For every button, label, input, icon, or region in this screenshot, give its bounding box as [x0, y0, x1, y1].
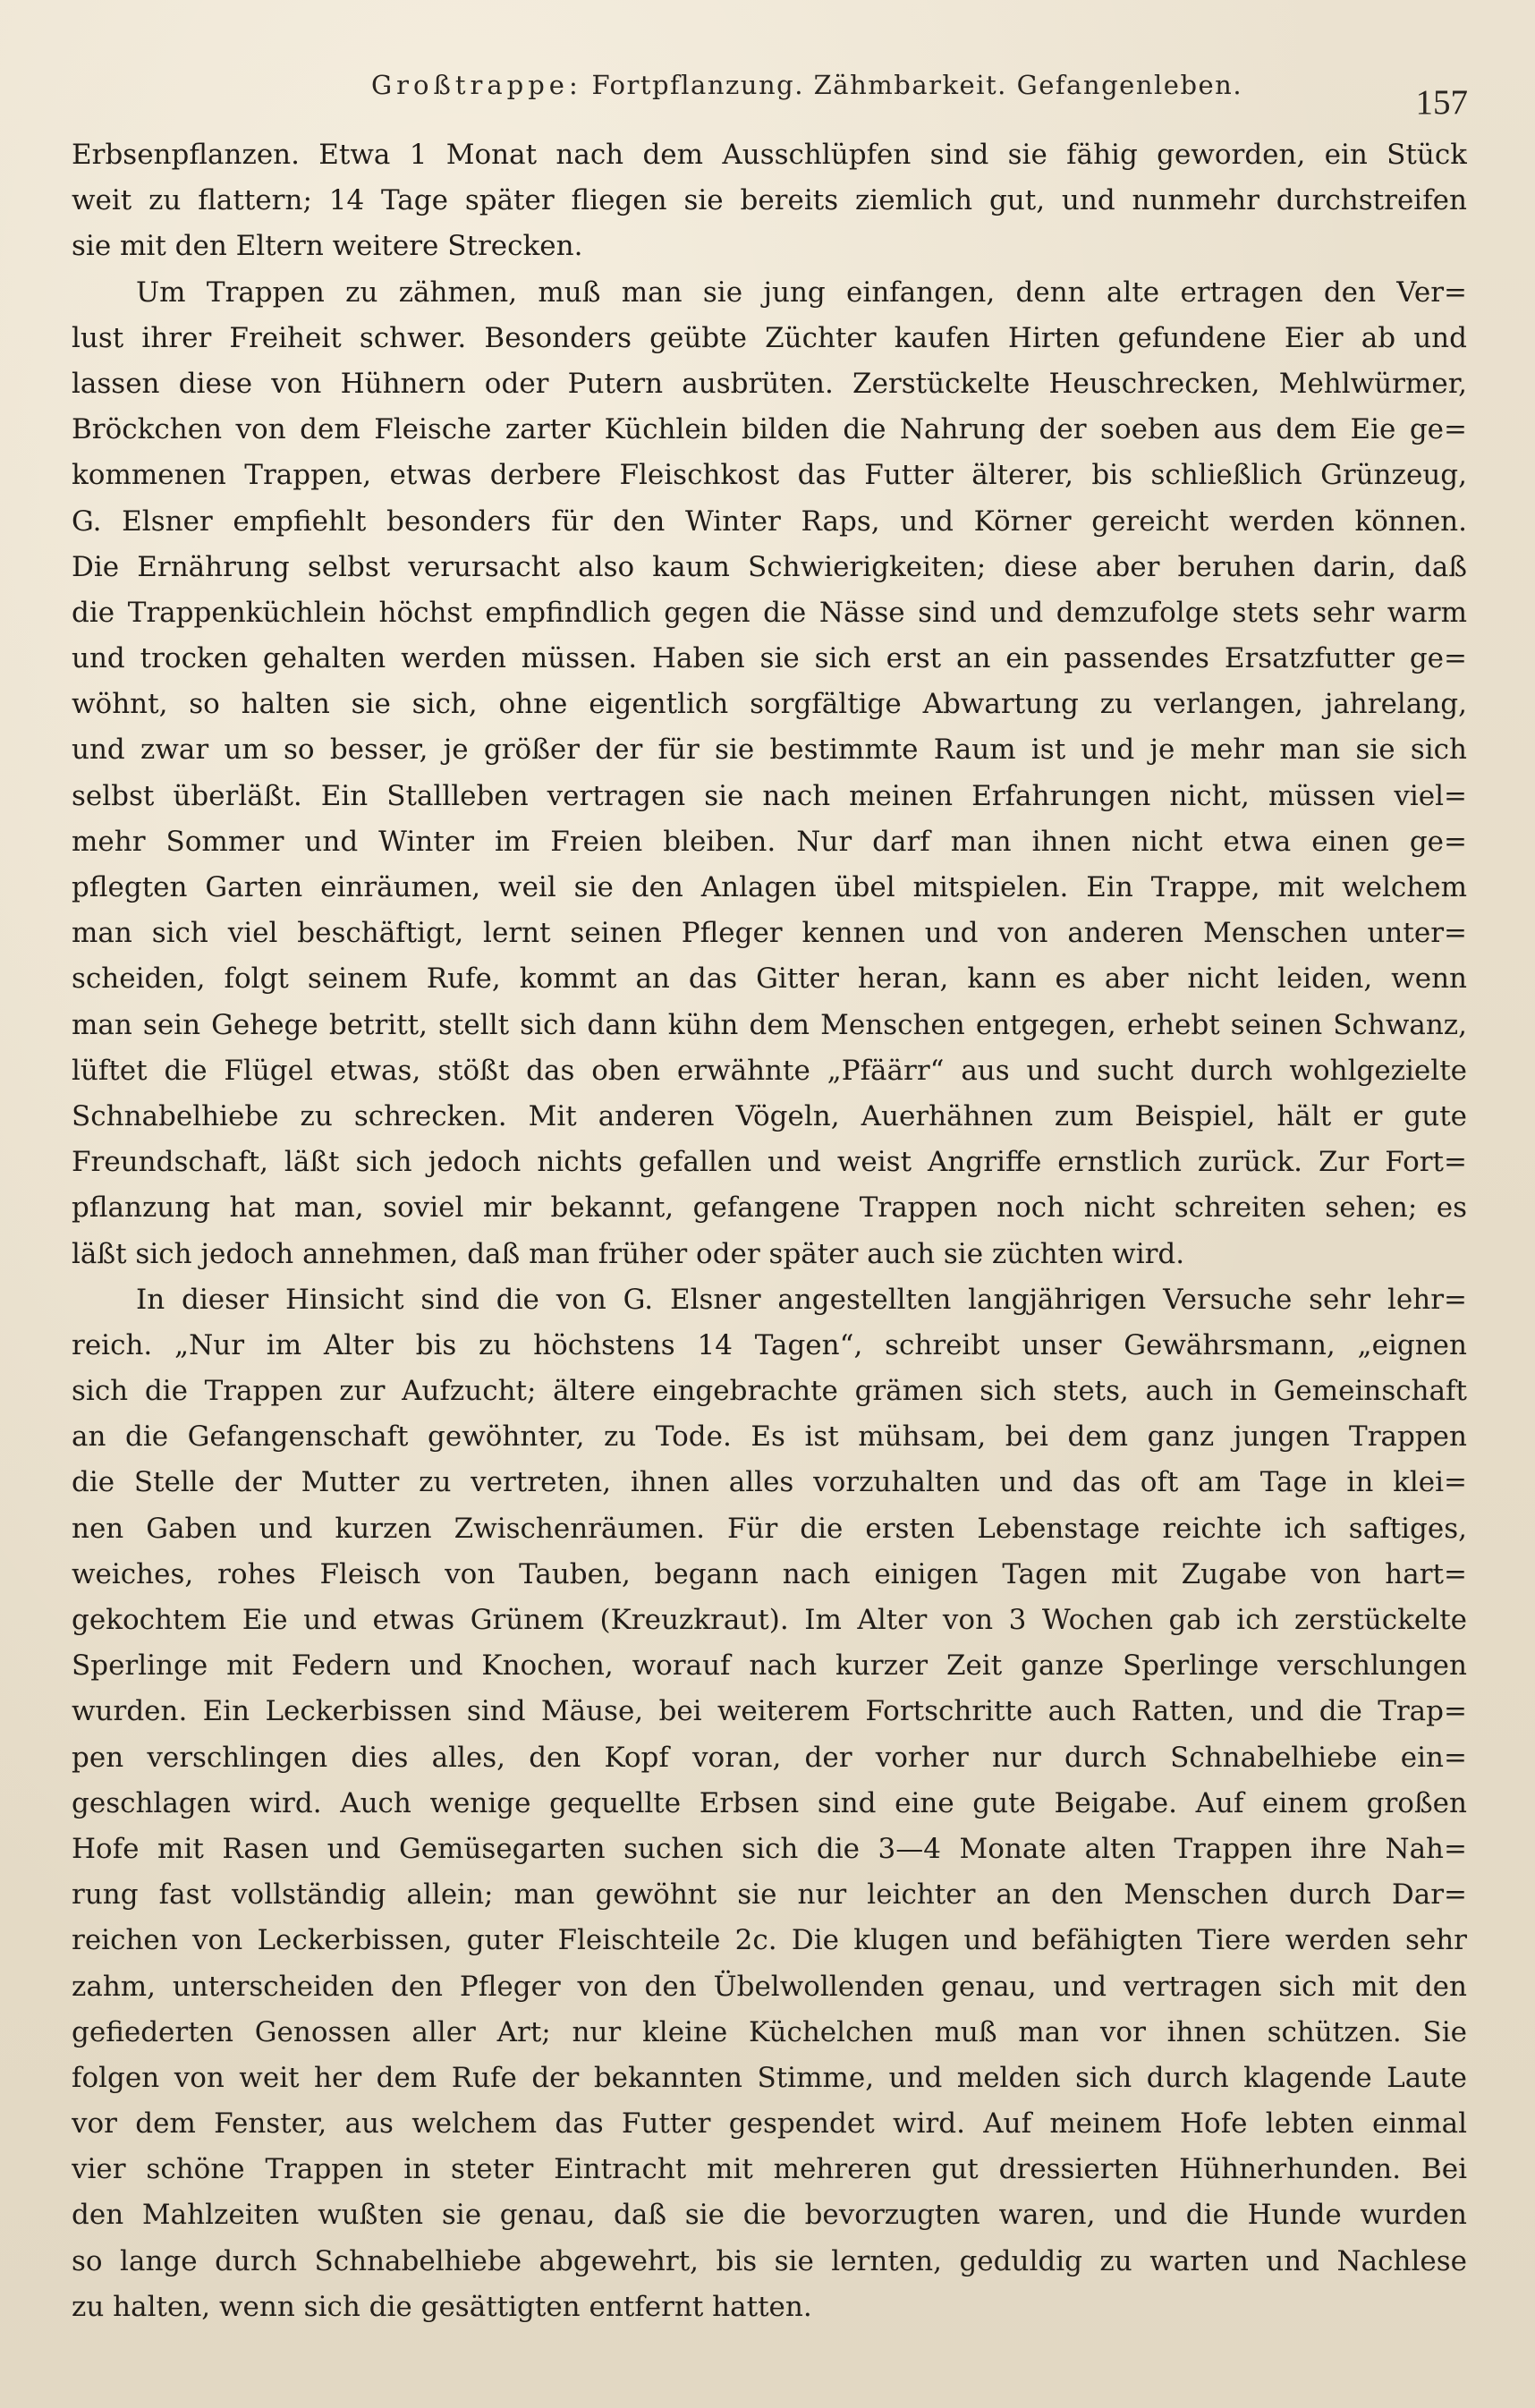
text-line: Hofe mit Rasen und Gemüsegarten suchen sich die 3—4 Monate alten Trappen ihre Nah=: [72, 1832, 1467, 1865]
text-line: scheiden, folgt seinem Rufe, kommt an das Gitter heran, kann es aber nicht leiden, wenn: [72, 962, 1467, 996]
text-line: folgen von weit her dem Rufe der bekannten Stimme, und melden sich durch klagende Laute: [72, 2061, 1467, 2094]
text-line: Sperlinge mit Federn und Knochen, worauf nach kurzer Zeit ganze Sperlinge verschlungen: [72, 1649, 1467, 1683]
text-line: die Trappenküchlein höchst empfindlich gegen die Nässe sind und demzufolge stets sehr warm: [72, 596, 1467, 629]
text-line: rung fast vollständig allein; man gewöhnt sie nur leichter an den Menschen durch Dar=: [72, 1878, 1467, 1912]
body-text: [72, 132, 1467, 2330]
text-line: Schnabelhiebe zu schrecken. Mit anderen Vögeln, Auerhähnen zum Beispiel, hält er gute: [72, 1099, 1467, 1132]
text-line: lassen diese von Hühnern oder Putern ausbrüten. Zerstückelte Heuschrecken, Mehlwürmer,: [72, 367, 1467, 400]
text-line: Erbsenpflanzen. Etwa 1 Monat nach dem Ausschlüpfen sind sie fähig geworden, ein Stück: [72, 139, 1467, 171]
text-line: nen Gaben und kurzen Zwischenräumen. Für die ersten Lebenstage reichte ich saftiges,: [72, 1512, 1467, 1545]
text-line: vier schöne Trappen in steter Eintracht mit mehreren gut dressierten Hühnerhunden. Bei: [72, 2153, 1467, 2186]
text-line: und zwar um so besser, je größer der für sie bestimmte Raum ist und je mehr man sie sich: [72, 733, 1467, 767]
text-line: kommenen Trappen, etwas derbere Fleischkost das Futter älterer, bis schließlich Grünzeug,: [72, 459, 1467, 492]
text-line: selbst überläßt. Ein Stallleben vertragen sie nach meinen Erfahrungen nicht, müssen viel=: [72, 779, 1467, 812]
text-line: wurden. Ein Leckerbissen sind Mäuse, bei weiterem Fortschritte auch Ratten, und die Trap=: [72, 1695, 1467, 1728]
text-line: den Mahlzeiten wußten sie genau, daß sie die bevorzugten waren, und die Hunde wurden: [72, 2199, 1467, 2232]
text-line: Freundschaft, läßt sich jedoch nichts gefallen und weist Angriffe ernstlich zurück. Zur Fort=: [72, 1146, 1467, 1179]
text-line: pflegten Garten einräumen, weil sie den Anlagen übel mitspielen. Ein Trappe, mit welchem: [72, 871, 1467, 903]
text-line: wöhnt, so halten sie sich, ohne eigentlich sorgfältige Abwartung zu verlangen, jahrelang,: [72, 688, 1467, 721]
text-line: an die Gefangenschaft gewöhnter, zu Tode. Es ist mühsam, bei dem ganz jungen Trappen: [72, 1420, 1467, 1454]
text-line: pen verschlingen dies alles, den Kopf voran, der vorher nur durch Schnabelhiebe ein=: [72, 1741, 1467, 1774]
text-line: zu halten, wenn sich die gesättigten entfernt hatten.: [72, 2290, 812, 2323]
text-line: und trocken gehalten werden müssen. Haben sie sich erst an ein passendes Ersatzfutter ge=: [72, 642, 1467, 675]
paragraph-start-line: Um Trappen zu zähmen, muß man sie jung einfangen, denn alte ertragen den Ver=: [136, 276, 1467, 309]
text-line: die Stelle der Mutter zu vertreten, ihnen alles vorzuhalten und das oft am Tage in klei=: [72, 1466, 1467, 1499]
text-line: lust ihrer Freiheit schwer. Besonders geübte Züchter kaufen Hirten gefundene Eier ab und: [72, 321, 1467, 354]
text-line: sich die Trappen zur Aufzucht; ältere eingebrachte grämen sich stets, auch in Gemeinschaft: [72, 1375, 1467, 1408]
text-line: gefiederten Genossen aller Art; nur kleine Küchelchen muß man vor ihnen schützen. Sie: [72, 2015, 1467, 2048]
running-head: [0, 64, 1535, 122]
text-line: zahm, unterscheiden den Pfleger von den Übelwollenden genau, und vertragen sich mit den: [72, 1970, 1467, 2003]
text-line: gekochtem Eie und etwas Grünem (Kreuzkraut). Im Alter von 3 Wochen gab ich zerstückelte: [72, 1604, 1467, 1636]
text-line: Bröckchen von dem Fleische zarter Küchlein bilden die Nahrung der soeben aus dem Eie ge=: [72, 413, 1467, 446]
text-line: läßt sich jedoch annehmen, daß man früher oder später auch sie züchten wird.: [72, 1237, 1185, 1270]
text-line: weiches, rohes Fleisch von Tauben, begann nach einigen Tagen mit Zugabe von hart=: [72, 1557, 1467, 1590]
text-line: lüftet die Flügel etwas, stößt das oben erwähnte „Pfäärr“ aus und sucht durch wohlgezielte: [72, 1054, 1467, 1087]
text-line: Die Ernährung selbst verursacht also kaum Schwierigkeiten; diese aber beruhen darin, daß: [72, 550, 1467, 583]
text-line: pflanzung hat man, soviel mir bekannt, gefangene Trappen noch nicht schreiten sehen; es: [72, 1191, 1467, 1225]
text-line: vor dem Fenster, aus welchem das Futter gespendet wird. Auf meinem Hofe lebten einmal: [72, 2107, 1467, 2141]
text-line: reich. „Nur im Alter bis zu höchstens 14 Tagen“, schreibt unser Gewährsmann, „eignen: [72, 1328, 1467, 1361]
text-line: mehr Sommer und Winter im Freien bleiben. Nur darf man ihnen nicht etwa einen ge=: [72, 825, 1467, 858]
running-head-title: [371, 70, 1242, 100]
text-line: weit zu flattern; 14 Tage später fliegen sie bereits ziemlich gut, und nunmehr durchstreifen: [72, 184, 1467, 217]
page-number: 157: [1415, 83, 1468, 122]
running-head-topics: Fortpflanzung. Zähmbarkeit. Gefangenleben.: [591, 70, 1243, 100]
text-line: man sein Gehege betritt, stellt sich dann kühn dem Menschen entgegen, erhebt seinen Schwanz,: [72, 1008, 1467, 1041]
text-line: G. Elsner empfiehlt besonders für den Winter Raps, und Körner gereicht werden können.: [72, 504, 1467, 538]
text-line: geschlagen wird. Auch wenige gequellte Erbsen sind eine gute Beigabe. Auf einem großen: [72, 1786, 1467, 1819]
running-head-subject: Großtrappe:: [371, 70, 582, 100]
text-line: so lange durch Schnabelhiebe abgewehrt, bis sie lernten, geduldig zu warten und Nachlese: [72, 2244, 1467, 2277]
text-line: reichen von Leckerbissen, guter Fleischteile 2c. Die klugen und befähigten Tiere werden sehr: [72, 1924, 1467, 1957]
paragraph-start-line: In dieser Hinsicht sind die von G. Elsner angestellten langjährigen Versuche sehr lehr=: [136, 1283, 1467, 1316]
text-line: sie mit den Eltern weitere Strecken.: [72, 230, 583, 263]
text-line: man sich viel beschäftigt, lernt seinen Pfleger kennen und von anderen Menschen unter=: [72, 917, 1467, 950]
